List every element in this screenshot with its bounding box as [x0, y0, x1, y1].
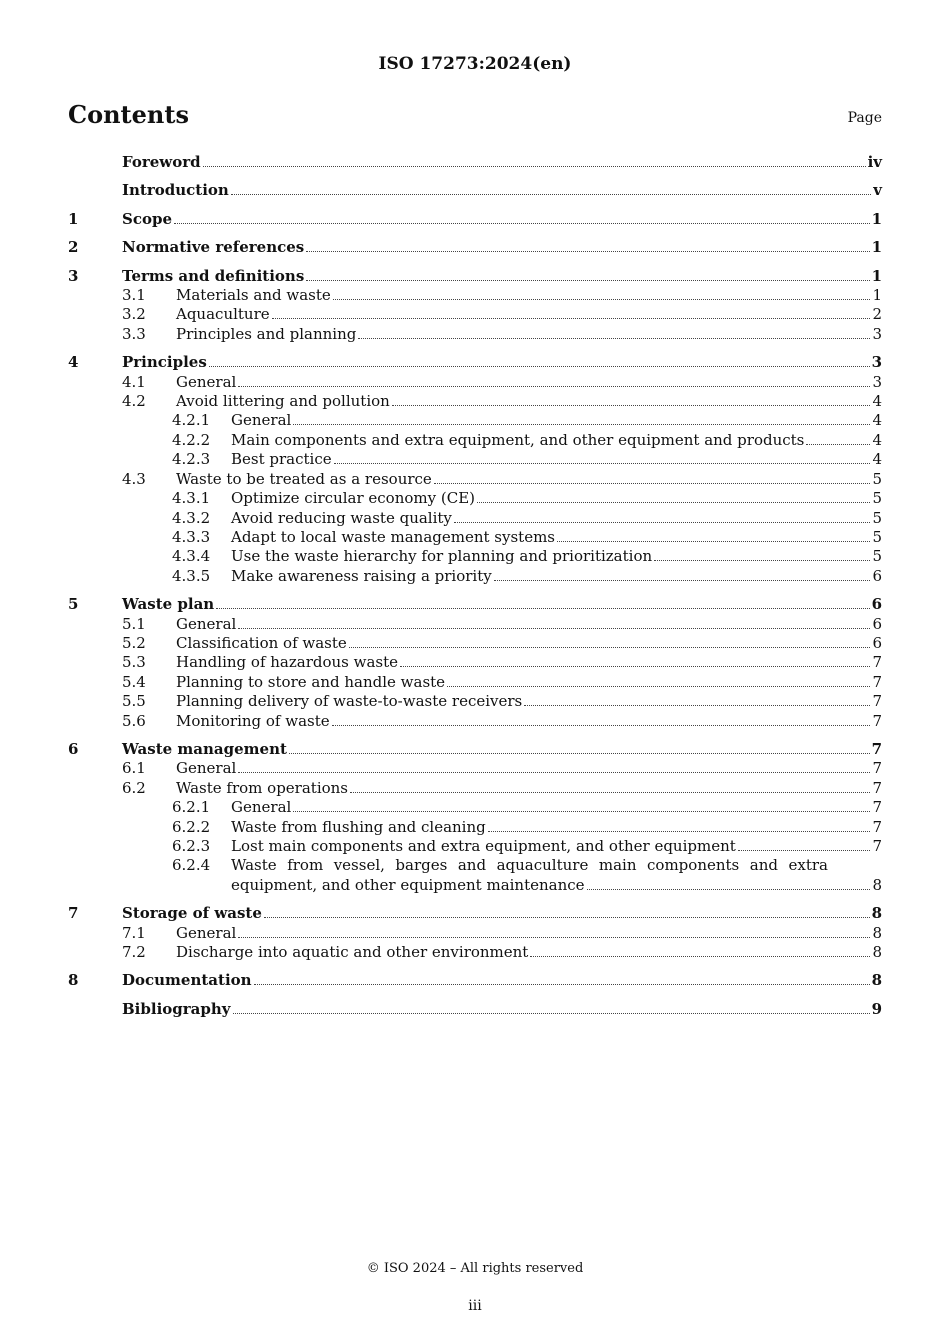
toc-entry[interactable] [68, 392, 882, 411]
toc-number: 4.3.1 [172, 489, 211, 508]
toc-title: Principles [122, 353, 207, 372]
toc-title: Principles and planning [176, 324, 357, 343]
dot-leader [306, 280, 869, 281]
toc-number: 4 [68, 353, 79, 372]
dot-leader [400, 666, 870, 667]
toc-page-number: 4 [872, 450, 882, 469]
toc-number: 6.2.3 [172, 837, 211, 855]
dot-leader [524, 705, 870, 706]
toc-entry[interactable] [68, 740, 882, 759]
dot-leader [238, 772, 870, 773]
toc-number: 8 [68, 971, 79, 990]
toc-number: 7.1 [122, 923, 146, 942]
toc-entry[interactable] [68, 779, 882, 798]
dot-leader [332, 725, 871, 726]
dot-leader [293, 424, 870, 425]
toc-title: Planning to store and handle waste [176, 672, 446, 691]
dot-leader [477, 502, 870, 503]
toc-page-number: 4 [872, 411, 882, 430]
toc-number: 5.5 [122, 692, 146, 711]
dot-leader [358, 338, 870, 339]
toc-entry[interactable] [68, 286, 882, 305]
dot-leader [216, 608, 869, 609]
dot-leader [209, 366, 870, 367]
toc-entry[interactable] [68, 210, 882, 229]
dot-leader [333, 299, 871, 300]
toc-entry[interactable] [68, 634, 882, 653]
toc-page-number: 7 [872, 778, 882, 797]
dot-leader [203, 166, 866, 167]
toc-entry[interactable] [68, 798, 882, 817]
dot-leader [488, 831, 871, 832]
toc-number: 4.2.1 [172, 411, 211, 430]
toc-entry[interactable] [68, 692, 882, 711]
toc-number: 6.2 [122, 778, 146, 797]
toc-title: Monitoring of waste [176, 711, 330, 730]
toc-title: General [176, 614, 237, 633]
dot-leader [238, 937, 870, 938]
toc-title: General [231, 798, 292, 817]
toc-title: Waste plan [122, 595, 215, 614]
toc-entry[interactable] [68, 181, 882, 200]
toc-page-number: 5 [872, 508, 882, 527]
document-id-header: ISO 17273:2024(en) [378, 54, 572, 74]
toc-title: Planning delivery of waste-to-waste receivers [176, 692, 523, 711]
dot-leader [293, 811, 870, 812]
toc-title: Storage of waste [122, 904, 262, 923]
toc-entry[interactable] [68, 595, 882, 614]
toc-number: 7 [68, 904, 79, 923]
toc-entry[interactable] [68, 305, 882, 324]
toc-entry[interactable] [68, 373, 882, 392]
toc-page-number: 7 [872, 837, 882, 855]
toc-number: 5.2 [122, 633, 146, 652]
toc-number: 5.6 [122, 711, 146, 730]
toc-number: 5.3 [122, 653, 146, 672]
toc-number: 4.1 [122, 372, 146, 391]
toc-title: Waste management [122, 739, 287, 758]
toc-page-number: 7 [872, 798, 882, 817]
table-of-contents [68, 153, 882, 1019]
toc-page-number: 5 [872, 489, 882, 508]
toc-title: Lost main components and extra equipment, and other equipment [231, 837, 736, 855]
toc-number: 3 [68, 266, 79, 285]
toc-title: Best practice [231, 450, 332, 469]
toc-entry[interactable] [68, 153, 882, 172]
toc-page-number: 8 [872, 875, 882, 894]
toc-entry[interactable] [68, 567, 882, 586]
dot-leader [738, 850, 871, 851]
toc-number: 4.3.2 [172, 508, 211, 527]
toc-number: 6.1 [122, 759, 146, 778]
contents-heading: Contents [68, 100, 189, 129]
toc-title: Scope [122, 209, 173, 228]
toc-number: 3.1 [122, 286, 146, 305]
toc-number: 4.3.4 [172, 547, 211, 566]
toc-number: 4.2 [122, 392, 146, 411]
toc-entry[interactable] [68, 837, 882, 856]
toc-number: 6 [68, 739, 79, 758]
toc-number: 6.2.4 [172, 856, 211, 875]
toc-title: Materials and waste [176, 286, 331, 305]
toc-title: Waste from vessel, barges and aquaculture main components and extra [231, 856, 828, 875]
toc-title: Normative references [122, 238, 305, 257]
page-column-label: Page [847, 110, 882, 126]
toc-entry[interactable] [68, 431, 882, 450]
toc-page-number: 6 [872, 633, 882, 652]
toc-page-number: 7 [872, 817, 882, 836]
toc-page-number: 1 [872, 286, 882, 305]
dot-leader [557, 541, 870, 542]
toc-entry[interactable] [68, 489, 882, 508]
toc-entry[interactable] [68, 856, 882, 895]
toc-entry[interactable] [68, 971, 882, 990]
toc-page-number: 5 [872, 527, 882, 546]
toc-title: Handling of hazardous waste [176, 653, 399, 672]
toc-title: Optimize circular economy (CE) [231, 489, 475, 508]
dot-leader [174, 223, 870, 224]
toc-title: Adapt to local waste management systems [231, 527, 555, 546]
toc-page-number: 3 [872, 372, 882, 391]
toc-entry[interactable] [68, 547, 882, 566]
toc-page-number: 4 [872, 430, 882, 449]
toc-entry[interactable] [68, 1000, 882, 1019]
toc-title: Introduction [122, 181, 229, 200]
toc-page-number: 9 [871, 999, 882, 1018]
toc-page-number: 8 [872, 923, 882, 942]
toc-page-number: 1 [871, 209, 882, 228]
toc-entry[interactable] [68, 238, 882, 257]
toc-title: Use the waste hierarchy for planning and prioritization [231, 547, 653, 566]
toc-title: Avoid reducing waste quality [231, 508, 452, 527]
toc-entry[interactable] [68, 712, 882, 731]
toc-page-number: v [873, 181, 882, 200]
toc-entry[interactable] [68, 411, 882, 430]
toc-page-number: 8 [871, 971, 882, 990]
toc-number: 4.3.5 [172, 566, 211, 585]
toc-entry[interactable] [68, 450, 882, 469]
dot-leader [494, 580, 871, 581]
toc-title-continuation: equipment, and other equipment maintenance [231, 875, 585, 894]
toc-title: Main components and extra equipment, and other equipment and products [231, 430, 805, 449]
dot-leader [587, 889, 871, 890]
toc-entry[interactable] [68, 267, 882, 286]
toc-number: 6.2.2 [172, 817, 211, 836]
dot-leader [238, 386, 870, 387]
toc-page-number: 1 [871, 238, 882, 257]
toc-entry[interactable] [68, 353, 882, 372]
dot-leader [254, 984, 870, 985]
toc-entry[interactable] [68, 615, 882, 634]
dot-leader [334, 463, 871, 464]
copyright-footer: © ISO 2024 – All rights reserved [366, 1261, 584, 1276]
dot-leader [447, 686, 870, 687]
toc-number: 6.2.1 [172, 798, 211, 817]
toc-title: Avoid littering and pollution [176, 392, 390, 411]
toc-number: 5.4 [122, 672, 146, 691]
toc-page-number: 4 [872, 392, 882, 411]
dot-leader [349, 647, 871, 648]
toc-page-number: 5 [872, 469, 882, 488]
toc-title: Classification of waste [176, 633, 347, 652]
dot-leader [454, 522, 871, 523]
dot-leader [233, 1013, 870, 1014]
toc-entry[interactable] [68, 470, 882, 489]
toc-entry[interactable] [68, 653, 882, 672]
dot-leader [806, 444, 870, 445]
toc-number: 5.1 [122, 614, 146, 633]
toc-page-number: iv [867, 153, 882, 171]
dot-leader [530, 956, 870, 957]
toc-number: 4.3 [122, 469, 146, 488]
toc-entry[interactable] [68, 509, 882, 528]
dot-leader [289, 753, 870, 754]
toc-page-number: 7 [872, 653, 882, 672]
toc-number: 3.2 [122, 305, 146, 324]
dot-leader [272, 318, 871, 319]
toc-page-number: 7 [872, 759, 882, 778]
toc-title: Make awareness raising a priority [231, 566, 492, 585]
dot-leader [264, 917, 870, 918]
toc-page-number: 7 [872, 672, 882, 691]
toc-title: Waste from operations [176, 778, 349, 797]
dot-leader [231, 194, 871, 195]
toc-title: General [176, 923, 237, 942]
toc-page-number: 6 [872, 566, 882, 585]
toc-entry[interactable] [68, 818, 882, 837]
toc-entry[interactable] [68, 528, 882, 547]
toc-page-number: 6 [872, 614, 882, 633]
toc-title: Discharge into aquatic and other environment [176, 943, 529, 962]
toc-entry[interactable] [68, 943, 882, 962]
toc-page-number: 1 [871, 266, 882, 285]
toc-title: Waste to be treated as a resource [176, 469, 432, 488]
toc-number: 1 [68, 209, 79, 228]
toc-number: 4.2.3 [172, 450, 211, 469]
toc-page-number: 7 [872, 711, 882, 730]
toc-page-number: 3 [871, 353, 882, 372]
toc-page-number: 5 [872, 547, 882, 566]
toc-title: General [176, 759, 237, 778]
toc-number: 4.2.2 [172, 430, 211, 449]
toc-number: 7.2 [122, 943, 146, 962]
toc-title: Terms and definitions [122, 266, 305, 285]
toc-page-number: 8 [872, 943, 882, 962]
dot-leader [238, 628, 870, 629]
toc-entry[interactable] [68, 673, 882, 692]
toc-number: 4.3.3 [172, 527, 211, 546]
dot-leader [306, 251, 869, 252]
dot-leader [434, 483, 871, 484]
toc-page-number: 6 [871, 595, 882, 614]
toc-entry[interactable] [68, 759, 882, 778]
toc-page-number: 7 [871, 739, 882, 758]
toc-page-number: 2 [872, 305, 882, 324]
toc-page-number: 7 [872, 692, 882, 711]
toc-number: 2 [68, 238, 79, 257]
toc-page-number: 3 [872, 324, 882, 343]
toc-title: Aquaculture [176, 305, 270, 324]
page-number: iii [468, 1298, 482, 1314]
dot-leader [654, 560, 870, 561]
toc-title: Bibliography [122, 999, 231, 1018]
toc-page-number: 8 [871, 904, 882, 923]
toc-number: 3.3 [122, 324, 146, 343]
dot-leader [350, 792, 870, 793]
toc-title: Documentation [122, 971, 252, 990]
toc-title: Foreword [122, 153, 201, 171]
toc-title: General [176, 372, 237, 391]
toc-entry[interactable] [68, 325, 882, 344]
toc-title: General [231, 411, 292, 430]
toc-entry[interactable] [68, 924, 882, 943]
toc-number: 5 [68, 595, 79, 614]
toc-entry[interactable] [68, 904, 882, 923]
dot-leader [392, 405, 871, 406]
toc-title: Waste from flushing and cleaning [231, 817, 486, 836]
